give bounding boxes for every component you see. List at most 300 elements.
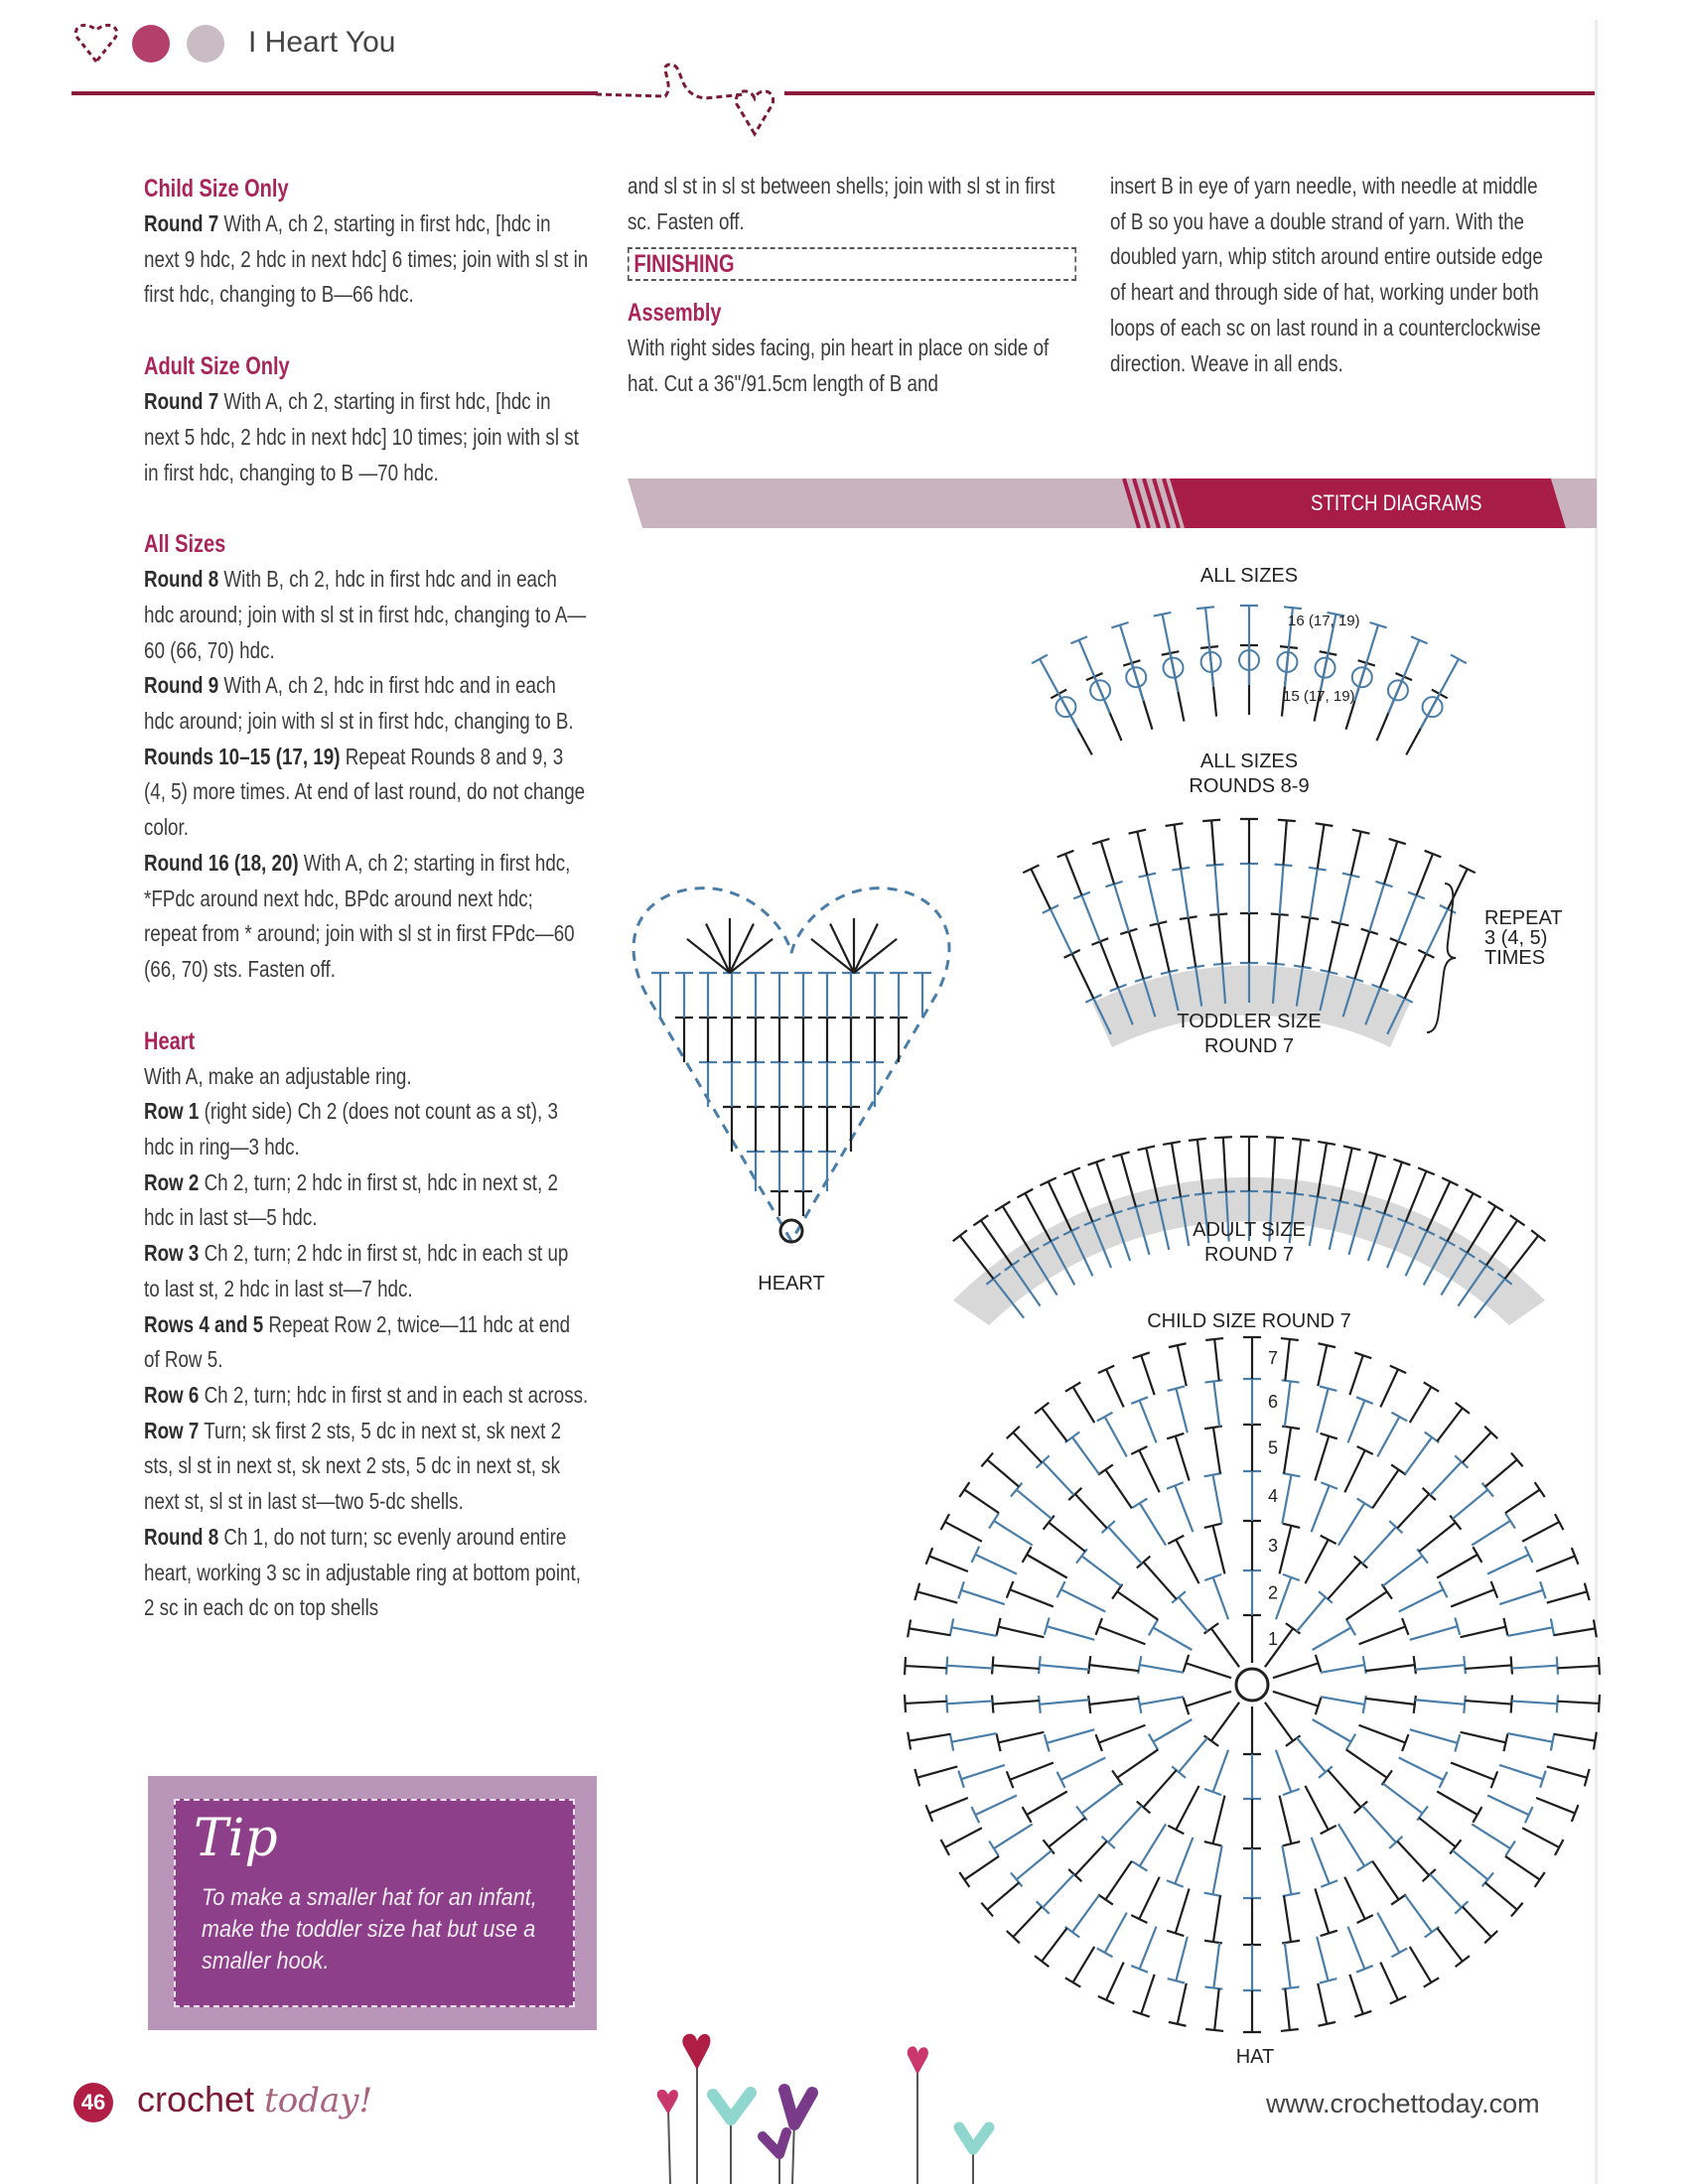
hat-stitch-round-7-top [1594,1732,1597,1750]
hat-stitch-round-5 [1049,1818,1085,1846]
hat-stitch-round-2 [1313,1719,1351,1742]
hat-stitch-round-4 [1383,1556,1423,1585]
hat-stitch-round-6-top [1557,1695,1558,1712]
continued-text: and sl st in sl st between shells; join with sl st in first sc. Fasten off. [628,173,1055,234]
hat-stitch-round-6 [1472,1521,1510,1546]
label-rounds-8-9: ALL SIZES ROUNDS 8-9 [1189,751,1310,797]
adult-r7-stitch-top [1488,1201,1503,1210]
hat-stitch-round-4 [1415,1665,1465,1670]
hat-stitch-round-4 [1061,1758,1106,1780]
round-number: 7 [1268,1348,1279,1368]
hat-stitch-round-7-top [1065,1978,1080,1986]
hat-stitch-round-4 [1399,1758,1444,1780]
hat-stitch-round-4 [1383,1783,1423,1813]
hat-stitch-round-3 [1176,1540,1198,1583]
hat-stitch-round-7 [1437,1408,1462,1440]
hat-stitch-round-4 [1081,1556,1121,1585]
round8-stitch [1100,941,1118,988]
hat-stitch-round-5-top [1511,1656,1512,1674]
adult-r7-stitch-top [995,1201,1010,1210]
adult-r7-stitch-top [1163,1142,1181,1145]
label-adult: ADULT SIZE ROUND 7 [1193,1219,1306,1266]
hat-stitch-round-7 [1349,1355,1362,1395]
hat-stitch-round-7 [910,1734,950,1741]
round9b-stitch [1065,854,1081,895]
round9-stitch [1082,895,1100,942]
hat-stitch-round-3 [1144,1770,1177,1807]
hat-stitch-round-6 [947,1666,993,1669]
label-round-15: 15 (17, 19) [1283,688,1355,705]
hat-stitch-round-7-top [1456,1956,1470,1967]
hat-stitch-round-6 [1347,1401,1364,1443]
label-toddler: TODDLER SIZE ROUND 7 [1177,1011,1322,1057]
round-number: 6 [1268,1392,1279,1412]
hat-stitch-round-6 [951,1733,996,1742]
round9-stitch [1339,876,1350,924]
hat-stitch-round-7 [1547,1591,1587,1602]
round-number: 5 [1268,1437,1279,1458]
adult-r7-stitch-top [1466,1189,1481,1198]
hat-stitch-round-5-top [1473,1807,1481,1823]
hat-stitch-round-6 [1511,1666,1557,1669]
hat-stitch-round-6 [1487,1555,1529,1574]
hat-stitch-round-6 [975,1796,1017,1816]
hat-stitch-round-6-top [989,1513,999,1528]
hat-stitch-round-6 [1105,1417,1127,1456]
hat-stitch-round-4 [1282,1845,1291,1894]
instruction: Rounds 10–15 (17, 19) Repeat Rounds 8 and 9, 3 (4, 5) more times. At end of last round, do not change color. [144,743,586,841]
adult-r7-stitch [1468,1206,1496,1253]
hat-stitch-round-7 [987,1882,1019,1909]
hat-stitch-round-2 [1297,1738,1326,1772]
hat-stitch-round-4-top [1357,1861,1372,1870]
adult-size-heading: Adult Size Only [144,352,290,381]
hat-stitch-round-4-top [1439,1581,1447,1597]
round9b-stitch [1031,869,1051,909]
hat-stitch-round-3 [1365,1699,1415,1705]
hat-stitch-round-7 [964,1856,999,1880]
adult-r7-stitch [1025,1193,1051,1241]
heart-shell-dc [854,939,897,973]
round-number: 1 [1268,1629,1279,1649]
hat-stitch-round-3 [1144,1562,1177,1598]
fan-stitch-post [1388,640,1419,714]
adult-r7-stitch [1486,1220,1517,1265]
hat-stitch-round-7 [1536,1798,1575,1814]
hat-stitch-round-4 [1108,1806,1142,1843]
round9-stitch [1426,909,1448,954]
hat-stitch-round-2 [1297,1597,1326,1631]
hat-stitch-round-4 [1061,1589,1106,1611]
hat-stitch-round-7 [1285,1339,1290,1381]
hat-stitch-round-4 [1047,1626,1094,1640]
adult-r7-stitch [1003,1206,1032,1253]
hat-stitch-round-7 [917,1766,957,1777]
hat-stitch-round-1 [1186,1692,1231,1706]
child-round7: Round 7 With A, ch 2, starting in first hdc, [hdc in next 9 hdc, 2 hdc in next hdc] 6 times; join with sl st in first hdc, changing to B—66 hdc. [144,210,589,308]
hat-stitch-round-4 [1410,1626,1458,1640]
hat-stitch-round-2 [1213,1577,1228,1619]
magic-ring [1236,1669,1268,1701]
hat-stitch-round-4-top [1039,1656,1041,1674]
hat-stitch-round-3 [1328,1562,1360,1598]
hat-stitch-round-6 [1405,1437,1432,1474]
hat-stitch-round-4 [1415,1700,1465,1705]
hat-stitch-round-6 [1285,1943,1291,1988]
hat-stitch-round-4 [1410,1729,1458,1743]
hat-stitch-round-7 [1349,1975,1362,2014]
hat-stitch-round-7 [906,1702,947,1704]
hat-stitch-round-5 [1465,1701,1511,1705]
child-size-heading: Child Size Only [144,175,289,203]
hat-stitch-round-6-top [1391,1413,1407,1422]
hat-stitch-round-6 [1453,1850,1487,1879]
hat-stitch-round-6-top [1097,1949,1113,1958]
hat-stitch-round-6-top [1525,1807,1533,1823]
hat-stitch-round-6-top [946,1695,947,1712]
round8-stitch [1129,931,1144,979]
hat-stitch-round-7 [906,1666,947,1668]
all-sizes-heading: All Sizes [144,530,226,559]
hat-stitch-round-7-top [908,1732,911,1750]
hat-stitch-round-4-top [1039,1696,1041,1713]
adult-r7-stitch-top [1510,1215,1525,1225]
round8-stitch [1159,923,1170,972]
hat-stitch-round-5-top [1023,1807,1032,1823]
hat-stitch-round-6 [1140,1401,1157,1443]
round8-stitch [1405,954,1427,999]
heart-shell-dc [854,923,878,973]
hat-stitch-round-2-top [1346,1734,1355,1750]
hat-stitch-round-3-top [1088,1696,1090,1713]
hat-stitch-round-1 [1186,1663,1231,1678]
hearts-decoration-icon [635,2025,1013,2184]
hat-stitch-round-5 [1105,1861,1131,1900]
instruction: Round 8 With B, ch 2, hdc in first hdc and in each hdc around; join with sl st in first hdc, changing to A—60 (66, 70) hdc. [144,566,587,663]
hat-stitch-round-7 [1522,1522,1559,1542]
hat-stitch-round-3 [1089,1699,1139,1705]
hat-stitch-round-5 [1465,1665,1511,1669]
hat-stitch-round-5 [1049,1523,1085,1552]
hat-stitch-round-5 [1010,1589,1054,1606]
heart-shell-dc [811,939,854,973]
hat-stitch-round-6 [1105,1913,1127,1953]
hat-stitch-round-6 [1511,1701,1557,1704]
hat-stitch-round-5 [1027,1555,1067,1578]
hat-stitch-round-2 [1276,1750,1291,1792]
hat-stitch-round-2-top [1346,1620,1355,1636]
hat-stitch-round-6 [1377,1417,1399,1456]
hat-stitch-round-7 [1463,1433,1491,1462]
hat-stitch-round-1 [1273,1663,1319,1678]
hat-stitch-round-4 [1140,1824,1166,1866]
hat-stitch-round-6 [1043,1461,1073,1495]
hat-stitch-round-7 [1505,1490,1540,1514]
hat-stitch-round-7 [1558,1666,1600,1668]
assembly-text: With right sides facing, pin heart in place on side of hat. Cut a 36"/91.5cm length of B and [628,335,1050,397]
hat-stitch-round-7-top [1535,1482,1545,1497]
hat-stitch-round-7-top [908,1619,911,1637]
hat-stitch-round-5-top [1131,1446,1147,1454]
tip-title: Tip [194,1809,278,1868]
hat-stitch-round-6 [1453,1490,1487,1519]
hat-stitch-round-4 [1362,1806,1396,1843]
round-number: 4 [1268,1486,1279,1506]
hat-stitch-round-6 [1507,1733,1552,1742]
hat-stitch-round-3-top [1321,1536,1336,1544]
banner-title: STITCH DIAGRAMS [1311,490,1482,515]
hat-stitch-round-4-top [1464,1696,1466,1713]
hat-stitch-round-3 [1305,1786,1328,1830]
hat-stitch-round-5 [993,1701,1040,1705]
hat-stitch-round-4-top [1357,1498,1372,1507]
round9-stitch [1310,869,1317,917]
round9b-stitch-top [1202,820,1220,821]
round9b-stitch-top [1460,865,1476,873]
hat-stitch-round-4 [1175,1838,1193,1884]
hat-stitch-round-4 [1362,1527,1396,1564]
hat-stitch-round-3 [1359,1725,1406,1743]
hat-stitch-round-4 [1282,1475,1291,1524]
adult-r7-stitch [960,1236,994,1279]
hat-stitch-round-5 [1451,1589,1494,1606]
hat-stitch-round-5 [1176,1436,1190,1481]
tip-text: To make a smaller hat for an infant, make the toddler size hat but use a smaller hook. [202,1884,537,1975]
hat-stitch-round-7-top [1555,1514,1563,1530]
hat-stitch-round-7 [1214,1988,1219,2030]
hat-stitch-round-3-top [1088,1656,1090,1674]
round9-stitch [1181,869,1188,917]
hat-stitch-round-5 [1284,1896,1291,1942]
hat-stitch-round-5 [1315,1436,1329,1481]
hat-stitch-round-5-top [1098,1894,1113,1904]
hat-stitch-round-7 [1106,1369,1124,1407]
round9b-stitch [1175,825,1182,869]
hat-stitch-round-6 [1405,1895,1432,1932]
hat-stitch-round-7 [929,1798,968,1814]
round9-stitch [1215,865,1219,914]
hat-stitch-round-4-top [1057,1772,1065,1788]
fan-stitch-post-top [1284,607,1302,609]
heart-shell-dc [730,939,773,973]
heart-shell-dc [830,923,854,973]
hat-stitch-round-3 [1117,1591,1158,1619]
instruction: Row 7 Turn; sk first 2 sts, 5 dc in next st, sk next 2 sts, sl st in next st, sk next 2 sts, 5 dc in next st, sk next st, sl st in last st—two 5-dc shells. [144,1417,562,1515]
instruction: Round 16 (18, 20) With A, ch 2; starting in first hdc, *FPdc around next hdc, BPdc around next hdc; repeat from * around; join with sl st in first FPdc—60 (66, 70) sts. Fasten off. [144,849,575,982]
hat-stitch-round-2 [1153,1628,1192,1651]
hat-stitch-round-7 [1380,1369,1398,1407]
hat-stitch-round-3-top [1321,1826,1336,1834]
adult-r7-stitch-top [1531,1230,1545,1241]
round9-stitch [1114,885,1129,932]
heart-outline-sc [633,888,949,1241]
hat-stitch-round-6 [1317,1937,1328,1981]
hat-stitch-round-3-top [1414,1656,1416,1674]
hat-stitch-round-5 [1372,1470,1398,1509]
hat-stitch-round-6 [1472,1824,1510,1848]
hat-stitch-round-5-top [1357,1915,1373,1923]
round-number: 2 [1268,1582,1279,1603]
hat-stitch-round-7-top [1456,1403,1470,1414]
hat-stitch-round-3 [1213,1526,1225,1574]
round8-stitch [1380,941,1398,988]
hat-stitch-round-5 [1419,1523,1456,1552]
hat-stitch-round-5-top [1023,1547,1032,1563]
hat-stitch-round-5 [1075,1494,1107,1528]
label-all-sizes: ALL SIZES [1199,565,1299,587]
hat-stitch-round-5 [1461,1732,1506,1742]
heart-shell-dc [687,939,730,973]
fan-stitch-post [1120,625,1144,701]
hat-stitch-round-3 [1089,1665,1139,1671]
hat-stitch-round-6 [1347,1927,1364,1970]
hat-stitch-round-5 [999,1627,1045,1637]
round9b-stitch-top [1278,820,1296,821]
hat-stitch-round-7 [1073,1947,1095,1982]
hat-stitch-round-5 [993,1665,1040,1669]
hat-stitch-round-7 [1318,1345,1327,1386]
round8-stitch [1303,918,1310,967]
hat-stitch-round-2 [1276,1577,1291,1619]
hat-stitch-round-7-top [1390,1366,1406,1374]
round9-stitch [1280,865,1284,914]
hat-stitch-round-5-top [1473,1547,1481,1563]
website-url: www.crochettoday.com [1266,2089,1540,2118]
hat-stitch-round-7-top [959,1872,969,1887]
hat-stitch-round-6-top [1097,1413,1113,1422]
hat-stitch-round-7-top [941,1514,949,1530]
hat-stitch-round-3 [1359,1626,1406,1644]
hat-stitch-round-6 [1487,1796,1529,1816]
heart-heading: Heart [144,1026,196,1055]
adult-r7-stitch-top [1266,1137,1284,1138]
hat-stitch-round-7-top [1599,1695,1600,1712]
round8-stitch [1329,923,1339,972]
hat-stitch-round-4 [1040,1665,1089,1670]
hat-stitch-round-6 [947,1701,993,1704]
hat-stitch-round-5 [1344,1877,1364,1919]
hat-stitch-round-7 [1437,1928,1462,1961]
label-repeat: REPEAT 3 (4, 5) TIMES [1484,907,1563,969]
round8-stitch [1276,914,1280,964]
hat-stitch-round-4 [1399,1589,1444,1611]
hat-stitch-round-5 [1397,1494,1429,1528]
finishing-heading: FINISHING [628,247,1076,281]
hat-stitch-round-7 [1485,1882,1517,1909]
round8-stitch [1072,954,1094,999]
hat-stitch-round-6 [975,1555,1017,1574]
hat-stitch-round-7-top [1035,1956,1049,1967]
page-number: 46 [73,2083,113,2122]
hat-stitch-round-4-top [1464,1656,1466,1674]
hat-stitch-round-7 [1536,1556,1575,1571]
fan-stitch-post [1163,614,1179,692]
hat-stitch-round-7 [1485,1459,1517,1486]
hat-stitch-round-1 [1211,1703,1239,1741]
round9-stitch [1398,895,1416,942]
round9b-stitch [1416,854,1432,895]
hat-stitch-round-6 [1043,1874,1073,1908]
hat-stitch-round-6-top [1505,1513,1515,1528]
hat-stitch-round-7-top [959,1482,969,1497]
adult-r7-stitch-top [973,1215,988,1225]
hat-stitch-round-4 [1212,1845,1221,1894]
hat-stitch-round-2 [1179,1597,1207,1631]
hat-stitch-round-7 [1178,1983,1187,2024]
hat-stitch-round-6 [1176,1389,1187,1433]
hat-stitch-round-5 [1397,1842,1429,1875]
adult-r7-stitch-top [1214,1137,1232,1138]
hat-stitch-round-4 [1338,1503,1364,1546]
hat-stitch-round-7-top [1599,1657,1600,1675]
label-child: CHILD SIZE ROUND 7 [1147,1310,1351,1332]
hat-stitch-round-4 [1212,1475,1221,1524]
hat-stitch-round-5-top [1391,1894,1406,1904]
hat-stitch-round-5 [1213,1428,1220,1473]
hat-stitch-round-1 [1211,1628,1239,1667]
adult-r7-stitch-top [1292,1139,1310,1141]
fan-stitch-post [1421,659,1459,729]
hat-stitch-round-6 [961,1765,1005,1779]
hat-stitch-round-3 [1213,1796,1225,1844]
hat-stitch-round-4 [1312,1486,1330,1533]
hat-stitch-round-6 [994,1521,1033,1546]
hat-stitch-round-7 [1380,1963,1398,2000]
hat-stitch-round-7 [1554,1734,1595,1741]
label-heart: HEART [758,1273,825,1295]
hat-stitch-round-7 [1463,1907,1491,1937]
hat-stitch-round-7 [1178,1345,1187,1386]
hat-stitch-round-4-top [1439,1772,1447,1788]
hat-stitch-round-5 [1344,1450,1364,1492]
round-number: 3 [1268,1536,1279,1556]
hat-stitch-round-7-top [905,1695,906,1712]
label-round-16: 16 (17, 19) [1288,613,1360,629]
hat-stitch-round-4-top [1132,1861,1147,1870]
round8-stitch [1189,918,1196,967]
hat-stitch-round-4 [1108,1527,1142,1564]
round9b-stitch [1211,820,1214,865]
round9-stitch [1051,909,1072,954]
hat-stitch-round-5 [1437,1555,1477,1578]
hat-stitch-round-3 [1280,1796,1292,1844]
hat-stitch-round-7 [1547,1766,1587,1777]
hat-stitch-round-7-top [1424,1978,1439,1986]
hat-stitch-round-5 [1213,1896,1220,1942]
hat-stitch-round-7-top [1390,1996,1406,2004]
hat-stitch-round-2 [1313,1628,1351,1651]
hat-stitch-round-7 [1554,1628,1595,1635]
hat-stitch-round-6-top [971,1807,979,1823]
hat-stitch-round-2 [1140,1665,1184,1673]
hat-stitch-round-7-top [1281,2029,1299,2031]
fan-stitch-post-top [1451,655,1467,664]
hat-stitch-round-5 [1315,1888,1329,1933]
hat-stitch-round-6 [1213,1381,1219,1427]
hat-stitch-round-3 [1328,1770,1360,1807]
hat-stitch-round-7 [910,1628,950,1635]
hat-stitch-round-7 [1106,1963,1124,2000]
hat-stitch-round-4-top [1057,1581,1065,1597]
label-hat: HAT [1235,2046,1275,2068]
hat-stitch-round-2 [1321,1697,1364,1705]
hat-stitch-round-6 [1377,1913,1399,1953]
fan-stitch-post [1040,659,1077,729]
hat-stitch-round-7 [929,1556,968,1571]
hat-stitch-round-6 [951,1627,996,1636]
hat-stitch-round-7 [1141,1355,1154,1395]
page-section-title: I Heart You [248,26,396,59]
